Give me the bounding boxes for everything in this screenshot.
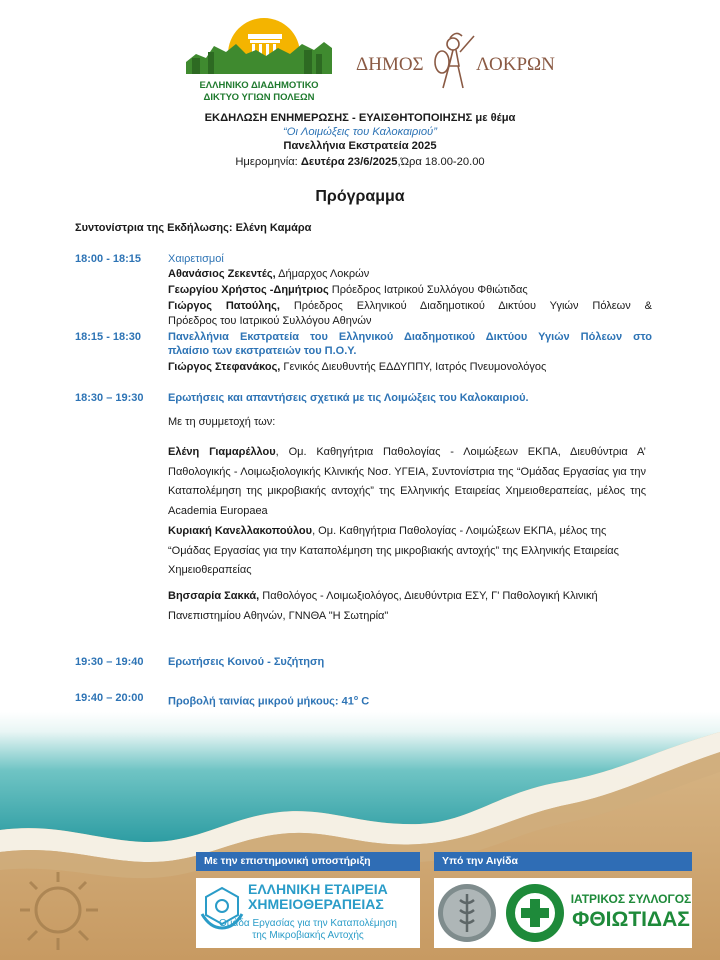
- network-name-line2: ΔΙΚΤΥΟ ΥΓΙΩΝ ΠΟΛΕΩΝ: [203, 92, 315, 103]
- auspices-banner: Υπό την Αιγίδα: [434, 852, 692, 871]
- speaker-line: Αθανάσιος Ζεκεντές, Δήμαρχος Λοκρών: [168, 268, 370, 280]
- session-time: 19:30 – 19:40: [75, 656, 144, 668]
- society-sub-line2: της Μικροβιακής Αντοχής: [252, 930, 364, 941]
- speaker-line: Γιώργος Στεφανάκος, Γενικός Διευθυντής ΕΔΔΥΠΠΥ, Ιατρός Πνευμονολόγος: [168, 361, 547, 373]
- speaker-line: Γιώργος Πατούλης, Πρόεδρος Ελληνικού Διαδημοτικού Δικτύου Υγιών Πόλεων &: [168, 300, 652, 312]
- time-value: ,Ώρα 18.00-20.00: [397, 156, 485, 168]
- society-sub-line1: Ομάδα Εργασίας για την Καταπολέμηση: [219, 918, 397, 929]
- panelist-paragraph: Ελένη Γιαμαρέλλου, Ομ. Καθηγήτρια Παθολογίας - Λοιμώξεων ΕΚΠΑ, Διευθύντρια Α’ Παθολογικής - Λοιμωξιολογικής Κλινικής Νοσ. ΥΓΕΙΑ, Συντονίστρια της “Ομάδας Εργασίας για την Καταπολέμηση της μικροβιακής αντοχής” της Ελληνικής Εταιρείας Χημειοθεραπείας, μέλος της Academia Europaea: [168, 446, 647, 517]
- session-title: Πανελλήνια Εκστρατεία του Ελληνικού Διαδημοτικού Δικτύου Υγιών Πόλεων στο: [168, 331, 652, 343]
- panelist-paragraph: Βησσαρία Σακκά, Παθολόγος - Λοιμωξιολόγος, Διευθύντρια ΕΣΥ, Γ' Παθολογική Κλινική Πανεπιστημίου Αθηνών, ΓΝΝΘΑ "Η Σωτηρία": [168, 590, 598, 622]
- session-title: Ερωτήσεις και απαντήσεις σχετικά με τις Λοιμώξεις του Καλοκαιριού.: [168, 392, 529, 404]
- society-name-line1: ΕΛΛΗΝΙΚΗ ΕΤΑΙΡΕΙΑ: [248, 881, 388, 897]
- medical-cross-seal-icon: [504, 882, 566, 944]
- session-time: 18:00 - 18:15: [75, 253, 142, 265]
- session-time: 18:15 - 18:30: [75, 331, 142, 343]
- network-name-line1: ΕΛΛΗΝΙΚΟ ΔΙΑΔΗΜΟΤΙΚΟ: [199, 80, 319, 91]
- participants-intro: Με τη συμμετοχή των:: [168, 416, 276, 428]
- speaker-line: Γεωργίου Χρήστος -Δημήτριος Πρόεδρος Ιατρικού Συλλόγου Φθιώτιδας: [168, 284, 528, 296]
- session-title: Χαιρετισμοί: [168, 253, 224, 265]
- speaker-line: Πρόεδρος του Ιατρικού Συλλόγου Αθηνών: [168, 315, 372, 327]
- event-heading: ΕΚΔΗΛΩΣΗ ΕΝΗΜΕΡΩΣΗΣ - ΕΥΑΙΣΘΗΤΟΠΟΙΗΣΗΣ με θέμα: [204, 112, 516, 124]
- date-label: Ημερομηνία:: [235, 156, 301, 168]
- campaign-title: Πανελλήνια Εκστρατεία 2025: [283, 140, 437, 152]
- session-title-cont: πλαίσιο των εκστρατειών του Π.Ο.Υ.: [168, 345, 357, 357]
- chemotherapy-society-logo: [196, 878, 420, 948]
- date-value: Δευτέρα 23/6/2025: [300, 156, 398, 168]
- session-time: 18:30 – 19:30: [75, 392, 144, 404]
- society-name-line2: ΧΗΜΕΙΟΘΕΡΑΠΕΙΑΣ: [248, 896, 384, 912]
- ancient-coin-seal-icon: [436, 882, 498, 944]
- medical-association-line1: ΙΑΤΡΙΚΟΣ ΣΥΛΛΟΓΟΣ: [570, 892, 692, 906]
- event-theme: “Οι Λοιμώξεις του Καλοκαιριού”: [283, 126, 437, 138]
- panelist-paragraph: Κυριακή Κανελλακοπούλου, Ομ. Καθηγήτρια Παθολογίας - Λοιμώξεων ΕΚΠΑ, μέλος της “Ομάδας Εργασίας για την Καταπολέμηση της μικροβιακής αντοχής” της Ελληνικής Εταιρείας Χημειοθεραπείας: [168, 525, 619, 576]
- program-title: Πρόγραμμα: [315, 188, 405, 205]
- session-title: Ερωτήσεις Κοινού - Συζήτηση: [168, 656, 325, 668]
- municipality-word-left: ΔΗΜΟΣ: [356, 54, 424, 75]
- medical-association-logos: [434, 878, 692, 948]
- event-date: [0, 155, 720, 169]
- session-time: 19:40 – 20:00: [75, 692, 144, 704]
- event-coordinator: Συντονίστρια της Εκδήλωσης: Ελένη Καμάρα: [75, 222, 312, 234]
- session-title: Προβολή ταινίας μικρού μήκους: $41^o$ C: [168, 695, 370, 708]
- warrior-emblem-icon: [435, 33, 474, 88]
- medical-association-line2: ΦΘΙΩΤΙΔΑΣ: [572, 908, 690, 931]
- healthy-cities-network-logo: [186, 14, 332, 104]
- municipality-word-right: ΛΟΚΡΩΝ: [476, 54, 555, 75]
- support-banner: Με την επιστημονική υποστήριξη: [196, 852, 420, 871]
- municipality-lokron-logo: [352, 30, 562, 98]
